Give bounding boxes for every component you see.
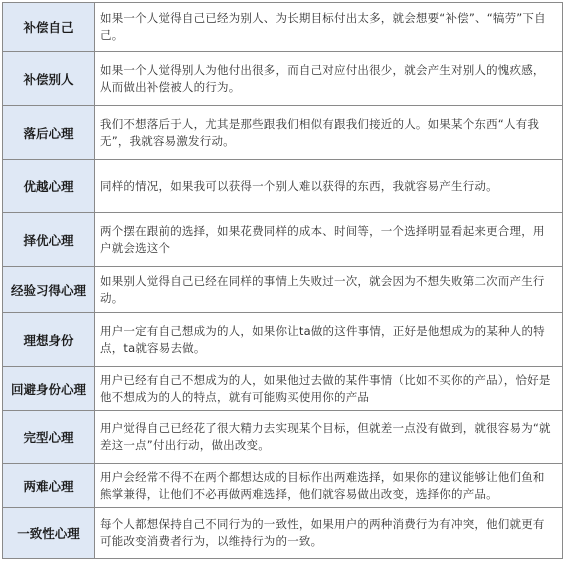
table-row [3, 213, 563, 267]
table-row [3, 411, 563, 464]
description-cell: 我们不想落后于人，尤其是那些跟我们相似有跟我们接近的人。如果某个东西“人有我无”，我就容易激发行动。 [95, 106, 563, 160]
term-cell: 优越心理 [3, 160, 95, 213]
description-cell: 如果一个人觉得自己已经为别人、为长期目标付出太多，就会想要“补偿”、“犒劳”下自己。 [95, 3, 563, 52]
description-cell: 两个摆在跟前的选择，如果花费同样的成本、时间等，一个选择明显看起来更合理，用户就会选这个 [95, 213, 563, 267]
description-cell: 用户会经常不得不在两个都想达成的目标作出两难选择，如果你的建议能够让他们鱼和熊掌兼得，让他们不必再做两难选择，他们就容易做出改变，选择你的产品。 [95, 464, 563, 508]
term-cell: 完型心理 [3, 411, 95, 464]
description-cell: 如果一个人觉得别人为他付出很多，而自己对应付出很少，就会产生对别人的愧疚感，从而做出补偿被人的行为。 [95, 52, 563, 106]
term-cell: 两难心理 [3, 464, 95, 508]
term-cell: 一致性心理 [3, 508, 95, 559]
table-row [3, 52, 563, 106]
table-row [3, 464, 563, 508]
description-cell: 用户觉得自己已经花了很大精力去实现某个目标，但就差一点没有做到，就很容易为“就差这一点”付出行动，做出改变。 [95, 411, 563, 464]
table-row [3, 313, 563, 367]
term-cell: 回避身份心理 [3, 367, 95, 411]
term-cell: 补偿别人 [3, 52, 95, 106]
table-row [3, 367, 563, 411]
description-cell: 如果别人觉得自己已经在同样的事情上失败过一次，就会因为不想失败第二次而产生行动。 [95, 267, 563, 313]
description-cell: 用户已经有自己不想成为的人，如果他过去做的某件事情（比如不买你的产品），恰好是他不想成为的人的特点，就有可能购买使用你的产品 [95, 367, 563, 411]
term-cell: 择优心理 [3, 213, 95, 267]
term-cell: 经验习得心理 [3, 267, 95, 313]
term-cell: 理想身份 [3, 313, 95, 367]
table-row [3, 267, 563, 313]
psychology-table [2, 2, 563, 559]
term-cell: 补偿自己 [3, 3, 95, 52]
term-cell: 落后心理 [3, 106, 95, 160]
table-row [3, 160, 563, 213]
table-row [3, 508, 563, 559]
description-cell: 每个人都想保持自己不同行为的一致性，如果用户的两种消费行为有冲突，他们就更有可能改变消费者行为，以维持行为的一致。 [95, 508, 563, 559]
table-row [3, 3, 563, 52]
table-row [3, 106, 563, 160]
description-cell: 用户一定有自己想成为的人，如果你让ta做的这件事情，正好是他想成为的某种人的特点，ta就容易去做。 [95, 313, 563, 367]
description-cell: 同样的情况，如果我可以获得一个别人难以获得的东西，我就容易产生行动。 [95, 160, 563, 213]
